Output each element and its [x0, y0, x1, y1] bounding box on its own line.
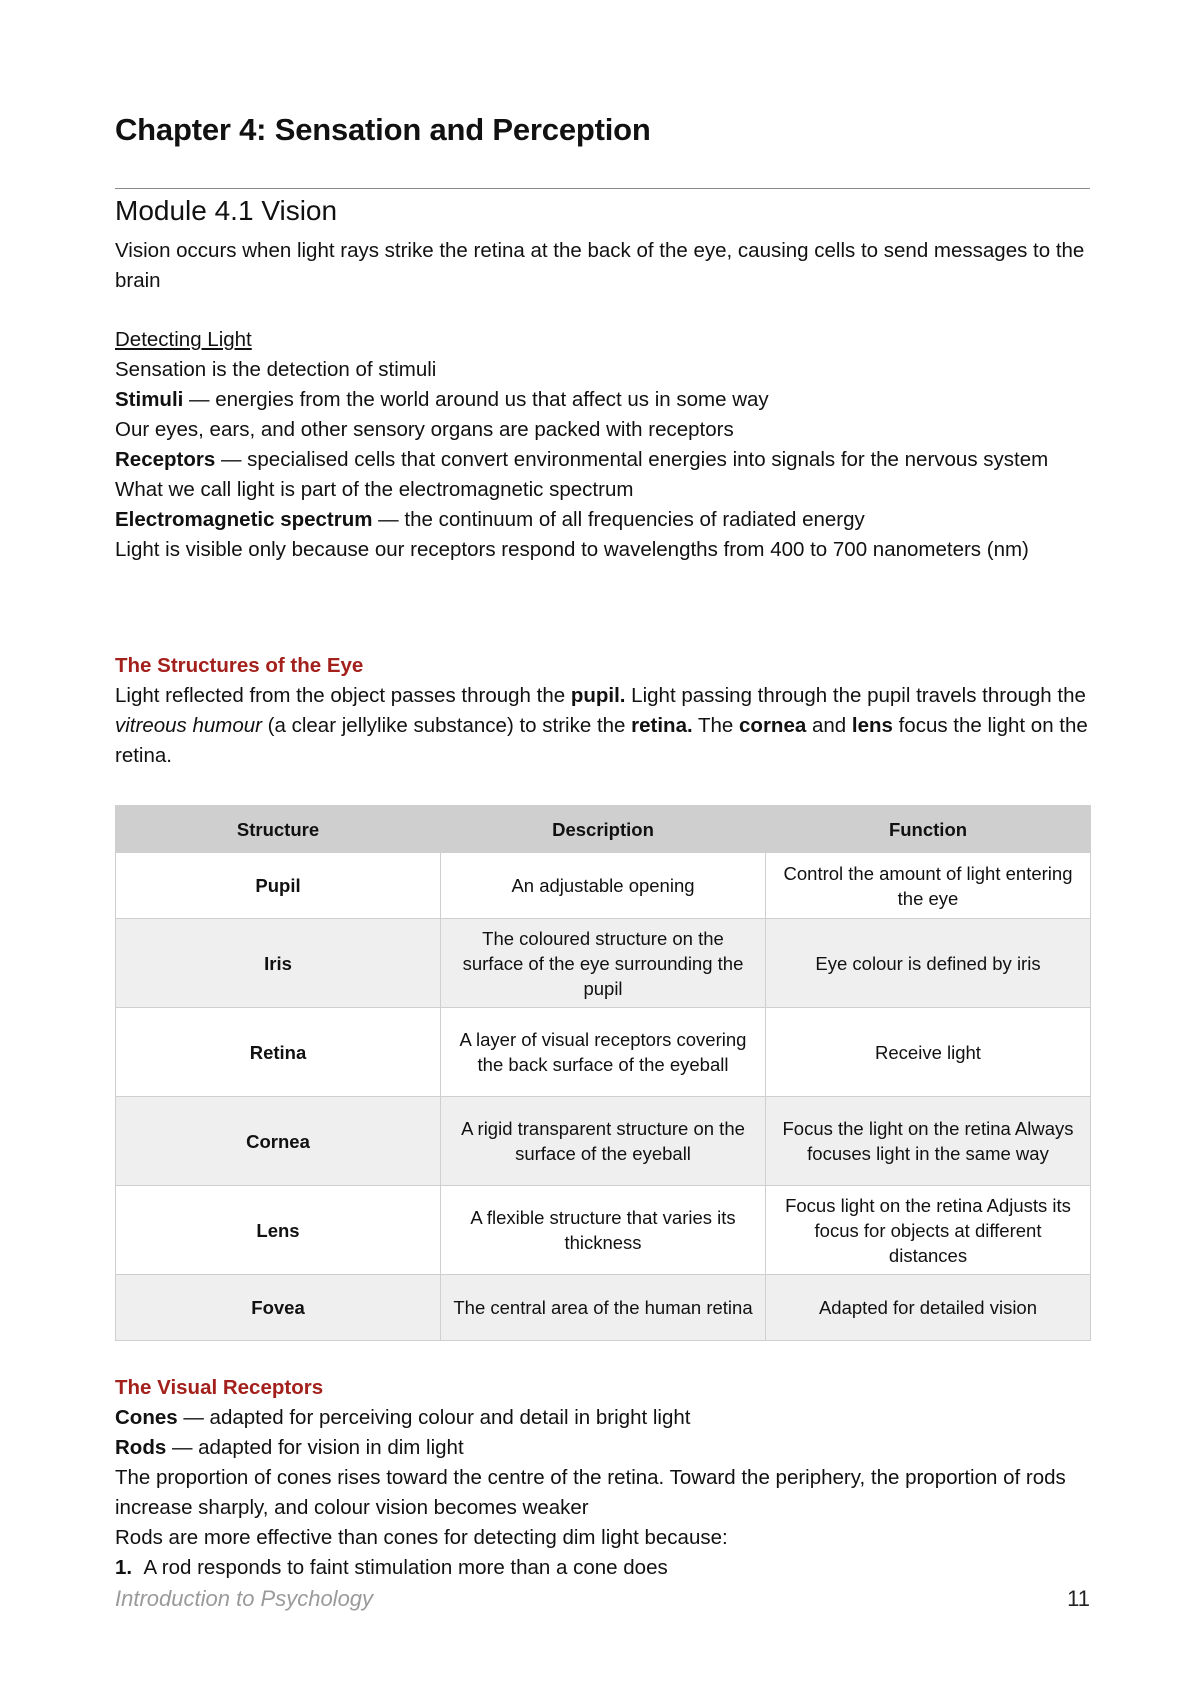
detecting-light-heading: Detecting Light	[115, 328, 252, 351]
function-cell: Focus light on the retina Adjusts its focus for objects at different distances	[766, 1186, 1091, 1275]
structure-cell: Pupil	[116, 853, 441, 919]
table-header-function: Function	[766, 806, 1091, 853]
em-def: — the continuum of all frequencies of radiated energy	[372, 508, 865, 531]
footer-book-title: Introduction to Psychology	[115, 1586, 374, 1611]
visual-receptors-line4: Rods are more effective than cones for detecting dim light because:	[115, 1526, 728, 1549]
structure-cell: Lens	[116, 1186, 441, 1275]
chapter-title: Chapter 4: Sensation and Perception	[115, 112, 651, 147]
eye-structures-section	[115, 651, 1090, 771]
structure-cell: Iris	[116, 919, 441, 1008]
rods-def: — adapted for vision in dim light	[166, 1436, 464, 1459]
description-cell: The coloured structure on the surface of the eye surrounding the pupil	[441, 919, 766, 1008]
list-item	[115, 1553, 1090, 1583]
table-row	[116, 853, 1091, 919]
table-row	[116, 1008, 1091, 1097]
stimuli-term: Stimuli	[115, 388, 184, 411]
detecting-light-line5: What we call light is part of the electromagnetic spectrum	[115, 478, 634, 501]
intro-paragraph	[115, 236, 1090, 296]
rods-definition	[115, 1433, 1090, 1463]
function-cell: Eye colour is defined by iris	[766, 919, 1091, 1008]
table-header-row	[116, 806, 1091, 853]
list-item-number: 1.	[115, 1556, 133, 1579]
rods-term: Rods	[115, 1436, 167, 1459]
stimuli-def: — energies from the world around us that affect us in some way	[183, 388, 769, 411]
eye-structures-table	[115, 805, 1091, 1341]
cones-term: Cones	[115, 1406, 178, 1429]
eye-text-3: (a clear jellylike substance) to strike the	[261, 714, 632, 737]
em-definition	[115, 505, 1090, 535]
function-cell: Receive light	[766, 1008, 1091, 1097]
structure-cell: Fovea	[116, 1275, 441, 1341]
detecting-light-line3: Our eyes, ears, and other sensory organs are packed with receptors	[115, 418, 734, 441]
table-row	[116, 919, 1091, 1008]
receptors-definition	[115, 445, 1090, 475]
title-divider	[115, 188, 1090, 189]
description-cell: A flexible structure that varies its thickness	[441, 1186, 766, 1275]
description-cell: The central area of the human retina	[441, 1275, 766, 1341]
eye-text-1: Light reflected from the object passes through the	[115, 684, 571, 707]
em-term: Electromagnetic spectrum	[115, 508, 373, 531]
eye-bold-cornea: cornea	[739, 714, 807, 737]
eye-bold-pupil: pupil.	[570, 684, 626, 707]
structure-cell: Cornea	[116, 1097, 441, 1186]
description-cell: A layer of visual receptors covering the back surface of the eyeball	[441, 1008, 766, 1097]
receptors-def: — specialised cells that convert environmental energies into signals for the nervous system	[215, 448, 1049, 471]
cones-def: — adapted for perceiving colour and detail in bright light	[177, 1406, 691, 1429]
eye-bold-lens: lens	[851, 714, 893, 737]
table-row	[116, 1097, 1091, 1186]
eye-structures-paragraph	[115, 681, 1090, 771]
function-cell: Focus the light on the retina Always focuses light in the same way	[766, 1097, 1091, 1186]
receptors-term: Receptors	[115, 448, 216, 471]
visual-receptors-heading: The Visual Receptors	[115, 1376, 324, 1399]
visual-receptors-section	[115, 1373, 1090, 1583]
cones-definition	[115, 1403, 1090, 1433]
description-cell: A rigid transparent structure on the surface of the eyeball	[441, 1097, 766, 1186]
list-item-text: A rod responds to faint stimulation more than a cone does	[143, 1556, 668, 1579]
table-row	[116, 1186, 1091, 1275]
function-cell: Control the amount of light entering the eye	[766, 853, 1091, 919]
eye-structures-heading: The Structures of the Eye	[115, 654, 364, 677]
table-header-structure: Structure	[116, 806, 441, 853]
detecting-light-line1: Sensation is the detection of stimuli	[115, 358, 437, 381]
eye-text-4: The	[692, 714, 740, 737]
module-title: Module 4.1 Vision	[115, 195, 338, 226]
detecting-light-line7: Light is visible only because our receptors respond to wavelengths from 400 to 700 nanometers (nm)	[115, 538, 1029, 561]
function-cell: Adapted for detailed vision	[766, 1275, 1091, 1341]
visual-receptors-line3: The proportion of cones rises toward the centre of the retina. Toward the periphery, the proportion of rods increase sharply, and colour vision becomes weaker	[115, 1466, 1066, 1519]
stimuli-definition	[115, 385, 1090, 415]
eye-text-5: and	[806, 714, 852, 737]
table-header-description: Description	[441, 806, 766, 853]
eye-text-6: focus the light on the retina.	[115, 714, 1088, 767]
structure-cell: Retina	[116, 1008, 441, 1097]
eye-italic-vitreous: vitreous humour	[115, 714, 262, 737]
page-number: 11	[1067, 1586, 1090, 1611]
table-row	[116, 1275, 1091, 1341]
eye-bold-retina: retina.	[631, 714, 693, 737]
description-cell: An adjustable opening	[441, 853, 766, 919]
intro-text: Vision occurs when light rays strike the retina at the back of the eye, causing cells to send messages to the brain	[115, 239, 1085, 292]
eye-text-2: Light passing through the pupil travels through the	[625, 684, 1086, 707]
detecting-light-section	[115, 325, 1090, 565]
